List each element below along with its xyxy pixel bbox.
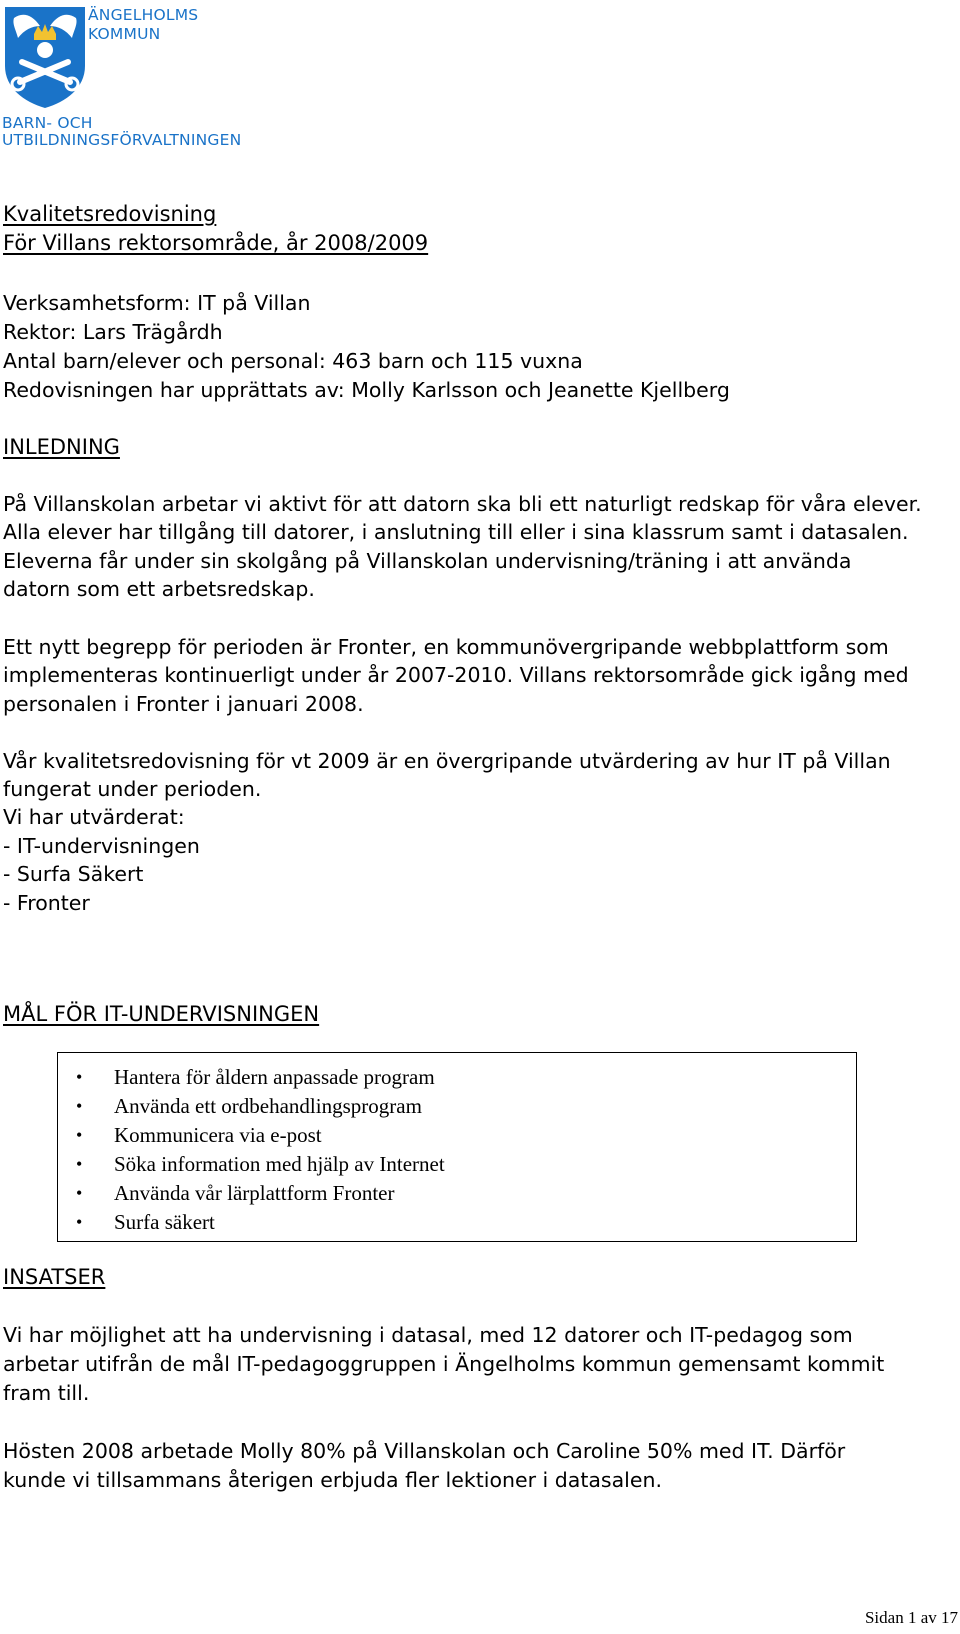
paragraph-line: På Villanskolan arbetar vi aktivt för att datorn ska bli ett naturligt redskap för våra elever. xyxy=(3,492,922,516)
goal-item: • Surfa säkert xyxy=(76,1210,215,1234)
paragraph-line: kunde vi tillsammans återigen erbjuda fler lektioner i datasalen. xyxy=(3,1468,662,1492)
paragraph-line: personalen i Fronter i januari 2008. xyxy=(3,692,364,716)
paragraph-line: fungerat under perioden. xyxy=(3,777,262,801)
meta-antal: Antal barn/elever och personal: 463 barn och 115 vuxna xyxy=(3,349,583,373)
meta-redovisning: Redovisningen har upprättats av: Molly Karlsson och Jeanette Kjellberg xyxy=(3,378,730,402)
heading-mal: MÅL FÖR IT-UNDERVISNINGEN xyxy=(3,1002,320,1026)
department-line2: UTBILDNINGSFÖRVALTNINGEN xyxy=(2,131,242,149)
bullet-icon: • xyxy=(76,1212,83,1232)
paragraph-line: Vi har utvärderat: xyxy=(3,805,185,829)
goals-box xyxy=(57,1052,857,1242)
bullet-icon: • xyxy=(76,1067,83,1087)
paragraph-line: arbetar utifrån de mål IT-pedagoggruppen i Ängelholms kommun gemensamt kommit xyxy=(3,1352,885,1376)
goal-item: • Använda vår lärplattform Fronter xyxy=(76,1181,395,1205)
document-title: Kvalitetsredovisning xyxy=(3,202,217,226)
paragraph-line: Alla elever har tillgång till datorer, i anslutning till eller i sina klassrum samt i datasalen. xyxy=(3,520,909,544)
paragraph-line: Vi har möjlighet att ha undervisning i datasal, med 12 datorer och IT-pedagog som xyxy=(3,1323,853,1347)
bullet-icon: • xyxy=(76,1096,83,1116)
document-subtitle: För Villans rektorsområde, år 2008/2009 xyxy=(3,231,429,255)
angelholm-coat-of-arms-icon xyxy=(2,4,88,110)
bullet-icon: • xyxy=(76,1125,83,1145)
paragraph-line: datorn som ett arbetsredskap. xyxy=(3,577,315,601)
list-item: - Surfa Säkert xyxy=(3,862,144,886)
heading-insatser: INSATSER xyxy=(3,1265,106,1289)
meta-verksamhetsform: Verksamhetsform: IT på Villan xyxy=(3,291,311,315)
bullet-icon: • xyxy=(76,1183,83,1203)
list-item: - Fronter xyxy=(3,891,90,915)
goal-item: • Hantera för åldern anpassade program xyxy=(76,1065,435,1089)
paragraph-line: implementeras kontinuerligt under år 2007-2010. Villans rektorsområde gick igång med xyxy=(3,663,909,687)
org-name-line2: KOMMUN xyxy=(88,25,161,43)
paragraph-line: Ett nytt begrepp för perioden är Fronter, en kommunövergripande webbplattform som xyxy=(3,635,889,659)
org-name-line1: ÄNGELHOLMS xyxy=(88,6,199,24)
goal-item: • Söka information med hjälp av Internet xyxy=(76,1152,445,1176)
goal-item: • Kommunicera via e-post xyxy=(76,1123,322,1147)
bullet-icon: • xyxy=(76,1154,83,1174)
department-line1: BARN- OCH xyxy=(2,114,93,132)
meta-rektor: Rektor: Lars Trägårdh xyxy=(3,320,223,344)
paragraph-line: fram till. xyxy=(3,1381,90,1405)
list-item: - IT-undervisningen xyxy=(3,834,200,858)
paragraph-line: Vår kvalitetsredovisning för vt 2009 är en övergripande utvärdering av hur IT på Villan xyxy=(3,749,891,773)
paragraph-line: Hösten 2008 arbetade Molly 80% på Villanskolan och Caroline 50% med IT. Därför xyxy=(3,1439,846,1463)
heading-inledning: INLEDNING xyxy=(3,435,120,459)
goal-item: • Använda ett ordbehandlingsprogram xyxy=(76,1094,422,1118)
paragraph-line: Eleverna får under sin skolgång på Villanskolan undervisning/träning i att använda xyxy=(3,549,852,573)
page-number: Sidan 1 av 17 xyxy=(864,1608,958,1627)
